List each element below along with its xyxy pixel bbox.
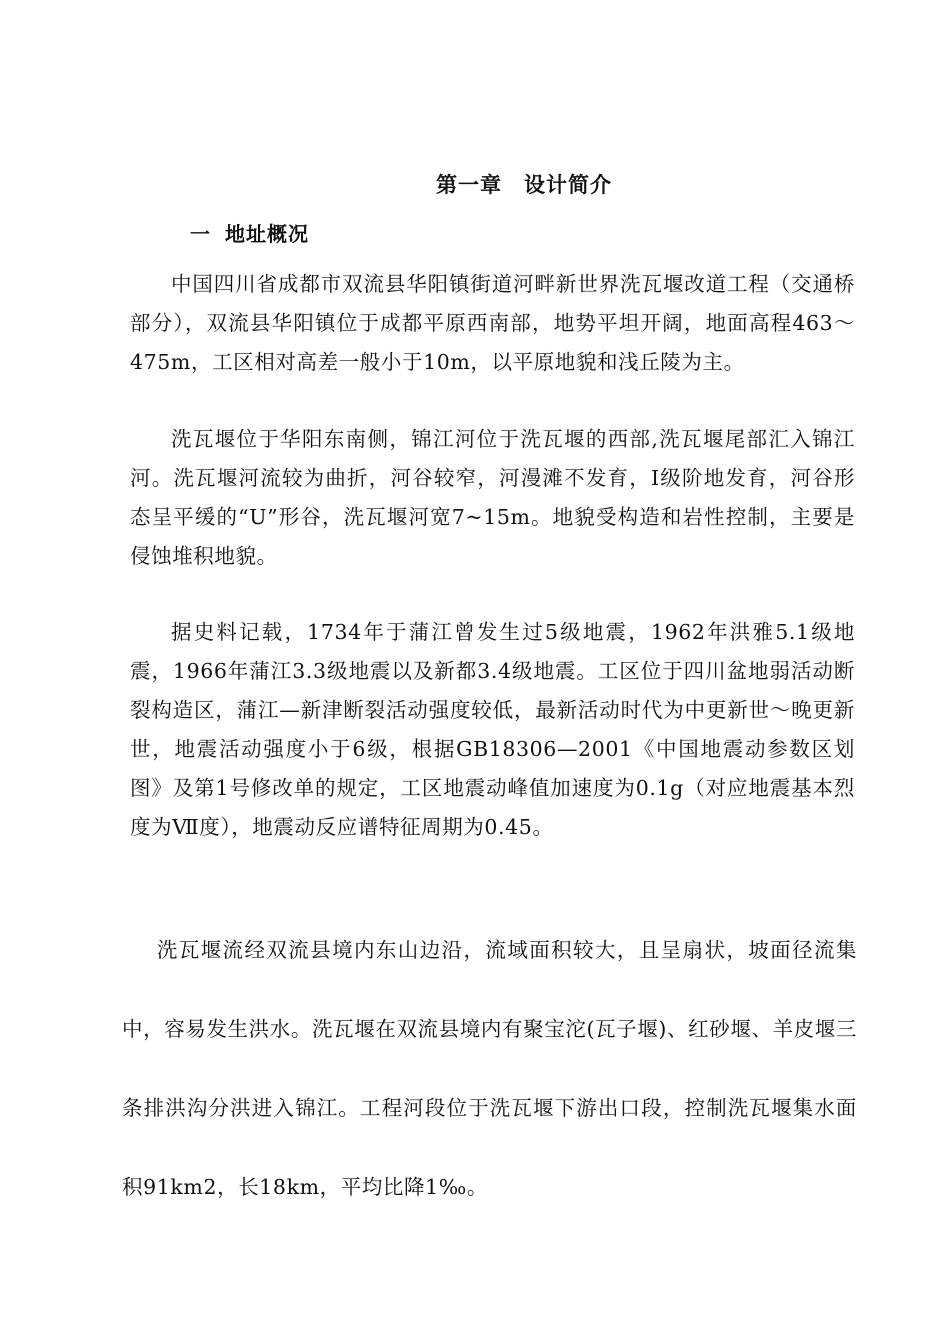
paragraph-seismic: 据史料记载，1734年于蒲江曾发生过5级地震，1962年洪雅5.1级地震，1966年蒲江3.3级地震以及新都3.4级地震。工区位于四川盆地弱活动断裂构造区，蒲江—新津断裂活动强度较低，最新活动时代为中更新世～晚更新世，地震活动强度小于6级，根据GB18306—2001《中国地震动参数区划图》及第1号修改单的规定，工区地震动峰值加速度为0.1g（对应地震基本烈度为Ⅶ度），地震动反应谱特征周期为0.45。 [130,620,855,839]
chapter-title: 第一章 设计简介 [436,173,612,197]
paragraph-location: 中国四川省成都市双流县华阳镇街道河畔新世界洗瓦堰改道工程（交通桥部分），双流县华阳镇位于成都平原西南部，地势平坦开阔，地面高程463～475m，工区相对高差一般小于10m，以平原地貌和浅丘陵为主。 [130,272,855,374]
section-heading [190,219,309,249]
section-title: 地址概况 [225,222,309,246]
paragraph-river: 洗瓦堰位于华阳东南侧，锦江河位于洗瓦堰的西部,洗瓦堰尾部汇入锦江河。洗瓦堰河流较为曲折，河谷较窄，河漫滩不发育，Ⅰ级阶地发育，河谷形态呈平缓的“U”形谷，洗瓦堰河宽7~15m。地貌受构造和岩性控制，主要是侵蚀堆积地貌。 [130,427,855,568]
section-number: 一 [190,222,211,246]
paragraph-hydrology: 洗瓦堰流经双流县境内东山边沿，流域面积较大，且呈扇状，坡面径流集中，容易发生洪水。洗瓦堰在双流县境内有聚宝沱(瓦子堰)、红砂堰、羊皮堰三条排洪沟分洪进入锦江。工程河段位于洗瓦堰下游出口段，控制洗瓦堰集水面积91km2，长18km，平均比降1‰。 [122,938,857,1199]
